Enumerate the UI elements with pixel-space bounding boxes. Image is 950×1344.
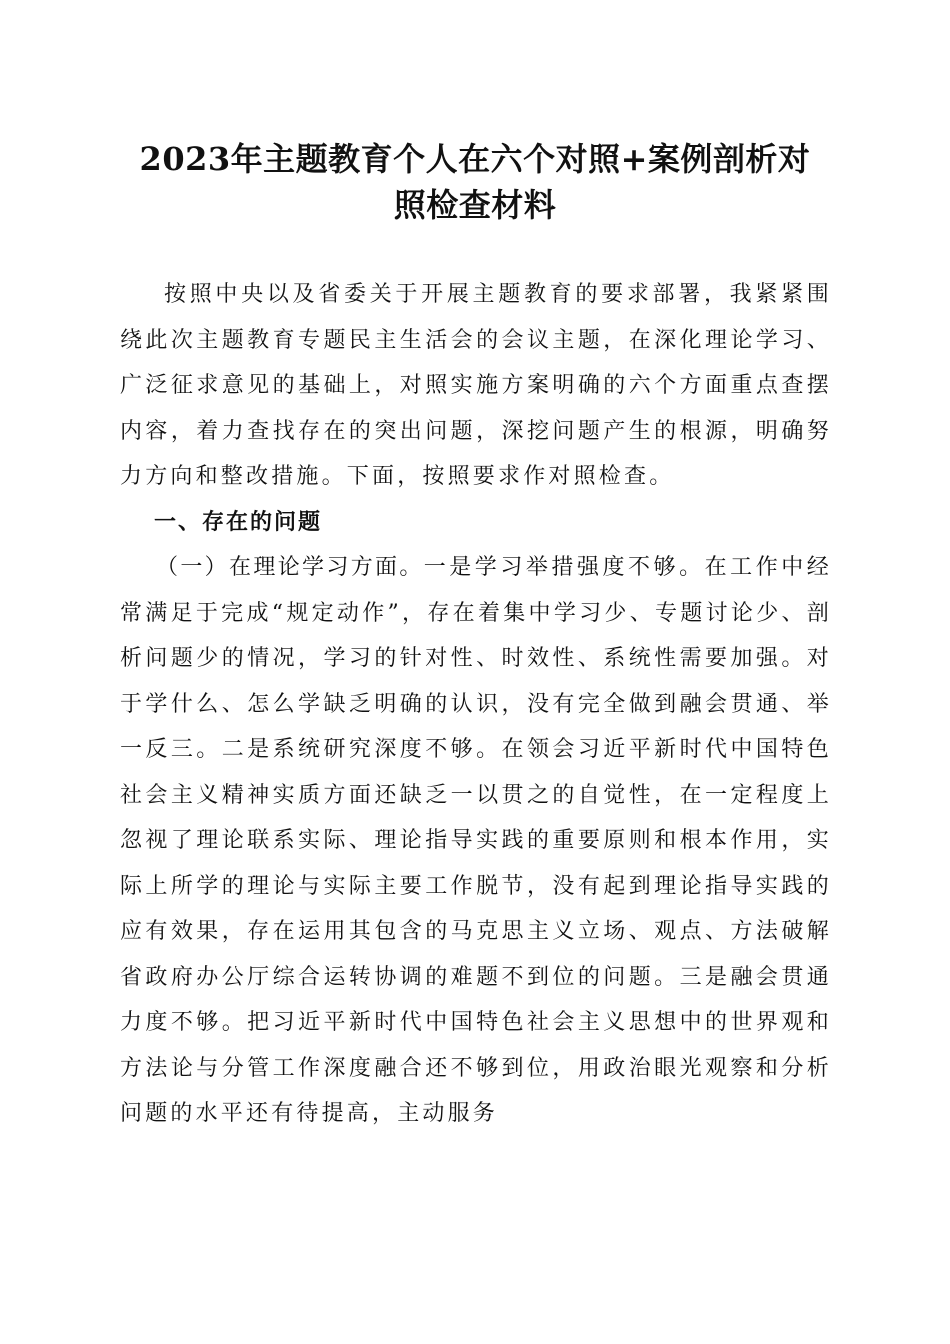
title-line-1: 2023年主题教育个人在六个对照+案例剖析对	[139, 140, 811, 178]
subsection-paragraph	[120, 545, 832, 1137]
intro-paragraph: 按照中央以及省委关于开展主题教育的要求部署，我紧紧围绕此次主题教育专题民主生活会的会议主题，在深化理论学习、广泛征求意见的基础上，对照实施方案明确的六个方面重点查摆内容，着力查找存在的突出问题，深挖问题产生的根源，明确努力方向和整改措施。下面，按照要求作对照检查。	[120, 282, 832, 489]
document-title	[100, 136, 850, 228]
title-line-2: 照检查材料	[393, 186, 557, 224]
subsection-body: 一是学习举措强度不够。在工作中经常满足于完成“规定动作”，存在着集中学习少、专题讨论少、剖析问题少的情况，学习的针对性、时效性、系统性需要加强。对于学什么、怎么学缺乏明确的认识，没有完全做到融会贯通、举一反三。二是系统研究深度不够。在领会习近平新时代中国特色社会主义精神实质方面还缺乏一以贯之的自觉性，在一定程度上忽视了理论联系实际、理论指导实践的重要原则和根本作用，实际上所学的理论与实际主要工作脱节，没有起到理论指导实践的应有效果，存在运用其包含的马克思主义立场、观点、方法破解省政府办公厅综合运转协调的难题不到位的问题。三是融会贯通力度不够。把习近平新时代中国特色社会主义思想中的世界观和方法论与分管工作深度融合还不够到位，用政治眼光观察和分析问题的水平还有待提高，主动服务	[120, 555, 832, 1126]
subsection-heading: （一）在理论学习方面。	[156, 555, 424, 580]
document-body	[120, 272, 832, 1137]
section-heading: 一、存在的问题	[154, 509, 323, 535]
